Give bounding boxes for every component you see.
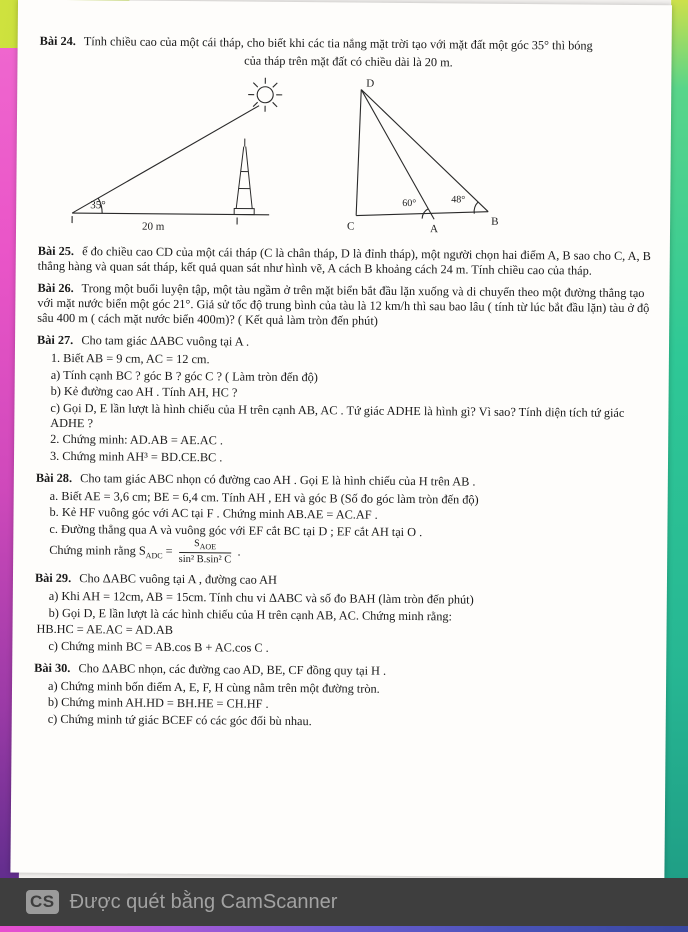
vertex-label-B: B (491, 215, 499, 228)
equals-sign: = (165, 543, 173, 558)
document-page (10, 0, 672, 878)
problem-heading (35, 571, 653, 591)
problem-bai-26 (37, 281, 655, 331)
numerator-base: S (194, 538, 200, 550)
figures-row (54, 71, 657, 242)
problem-line: a) Tính cạnh BC ? góc B ? góc C ? ( Làm tròn đến độ) (50, 367, 318, 384)
camscanner-footer-bar (0, 878, 688, 926)
tower-sketch (234, 138, 255, 214)
problem-line: b) Gọi D, E lần lượt là các hình chiếu của H trên cạnh AB, AC. Chứng minh rằng: (48, 605, 453, 624)
problem-line: c) Gọi D, E lần lượt là hình chiếu của H trên cạnh AB, AC . Tứ giác ADHE là hình gì? Vì sao? Tính diện tích tứ giác ADHE ? (50, 400, 625, 430)
formula-line (49, 538, 653, 570)
problem-line: c. Đường thẳng qua A và vuông góc với EF cắt BC tại D ; EF cắt AH tại O . (49, 521, 423, 539)
problem-heading (34, 661, 652, 681)
fraction-denominator: sin² B.sin² C (178, 554, 232, 566)
problem-bai-30 (34, 661, 653, 732)
problem-line: a) Chứng minh bốn điểm A, E, F, H cùng nằm trên một đường tròn. (47, 678, 380, 696)
problem-heading (40, 34, 658, 54)
problem-line: 3. Chứng minh AH³ = BD.CE.BC . (49, 448, 223, 464)
vertex-label-C: C (347, 220, 355, 233)
problem-number: Bài 24. (39, 33, 76, 49)
problem-line: a. Biết AE = 3,6 cm; BE = 6,4 cm. Tính AH , EH và góc B (Số đo góc làm tròn đến độ) (49, 488, 479, 507)
angle-label-60: 60° (402, 197, 417, 210)
problem-heading (38, 244, 656, 279)
angle-label-35: 35° (90, 199, 106, 212)
problem-heading (37, 281, 655, 331)
problem-bai-28 (35, 470, 654, 569)
figure-triangle-DCAB (346, 73, 502, 240)
vertex-label-A: A (429, 223, 439, 236)
problem-number: Bài 29. (34, 571, 72, 586)
problem-line: b) Kẻ đường cao AH . Tính AH, HC ? (50, 383, 238, 400)
problem-number: Bài 25. (37, 243, 75, 259)
problem-heading (37, 333, 655, 353)
problem-text: Cho ΔABC vuông tại A , đường cao AH (79, 571, 278, 588)
problem-text-line2: của tháp trên mặt đất có chiều dài là 20 m. (244, 53, 453, 70)
problem-line: 2. Chứng minh: AD.AB = AE.AC . (50, 431, 224, 448)
problem-number: Bài 27. (36, 332, 74, 348)
formula-intro: Chứng minh rằng (49, 542, 136, 558)
camscanner-watermark-text: Được quét bằng CamScanner (69, 890, 338, 913)
numerator-subscript: AOE (199, 542, 217, 552)
formula-lhs-base: S (138, 543, 146, 558)
problem-text: Cho ΔABC nhọn, các đường cao AD, BE, CF đồng quy tại H . (78, 661, 387, 678)
problem-heading (36, 470, 654, 490)
base-label-20m: 20 m (141, 220, 165, 233)
angle-label-48: 48° (451, 194, 466, 206)
problem-line: b. Kẻ HF vuông góc với AC tại F . Chứng minh AB.AE = AC.AF . (49, 504, 378, 522)
formula-period: . (237, 544, 241, 559)
problem-line: b) Chứng minh AH.HD = BH.HE = CH.HF . (47, 695, 269, 712)
problem-text: Trong một buổi luyện tập, một tàu ngầm ở trên mặt biển bắt đầu lặn xuống và di chuyển theo một đường thẳng tạo với mặt nước biển một góc 21°. Giả sử tốc độ trung bình của tàu là 12 km/h thì sau bao lâu ( tính từ lúc bắt đầu lặn) tàu ở độ sâu 400 m ( cách mặt nước biển 400m)? ( Kết quả làm tròn đến phút) (37, 281, 650, 328)
sun-icon (248, 78, 282, 112)
problem-text: Cho tam giác ΔABC vuông tại A . (81, 333, 250, 349)
problem-line: 1. Biết AB = 9 cm, AC = 12 cm. (50, 350, 210, 367)
vertex-label-D: D (366, 77, 375, 90)
problem-bai-25 (38, 244, 656, 279)
figure-sun-tower (54, 75, 305, 239)
problem-bai-24 (38, 34, 658, 242)
problem-number: Bài 28. (35, 470, 73, 485)
problem-line: c) Chứng minh tứ giác BCEF có các góc đối bù nhau. (47, 711, 312, 729)
fraction (179, 539, 232, 566)
problem-line: a) Khi AH = 12cm, AB = 15cm. Tính chu vi ΔABC và số đo BAH (làm tròn đến phút) (48, 589, 474, 607)
problem-text: ể đo chiều cao CD của một cái tháp (C là chân tháp, D là đỉnh tháp), một người chọn hai điểm A, B sao cho C, A, B thẳng hàng và quan sát tháp, kết quả quan sát như hình vẽ, A cách B khoảng cách 24 m. Tính chiều cao của tháp. (37, 244, 651, 278)
problem-line: c) Chứng minh BC = AB.cos B + AC.cos C . (48, 638, 269, 655)
formula-lhs-subscript: ADC (145, 551, 163, 561)
problem-number: Bài 26. (37, 280, 74, 296)
formula-lhs (138, 543, 163, 561)
problem-line: HB.HC = AE.AC = AD.AB (36, 622, 174, 638)
problem-text: Tính chiều cao của một cái tháp, cho biết khi các tia nắng mặt trời tạo với mặt đất một góc 35° thì bóng (83, 34, 593, 53)
problem-text: Cho tam giác ABC nhọn có đường cao AH . Gọi E là hình chiếu của H trên AB . (80, 470, 476, 489)
camscanner-logo-icon: CS (26, 890, 59, 914)
scan-edge-bottom (0, 926, 688, 932)
problem-bai-29 (34, 571, 653, 659)
problem-number: Bài 30. (34, 660, 71, 675)
fraction-numerator (179, 539, 232, 554)
problem-bai-27 (36, 333, 655, 469)
